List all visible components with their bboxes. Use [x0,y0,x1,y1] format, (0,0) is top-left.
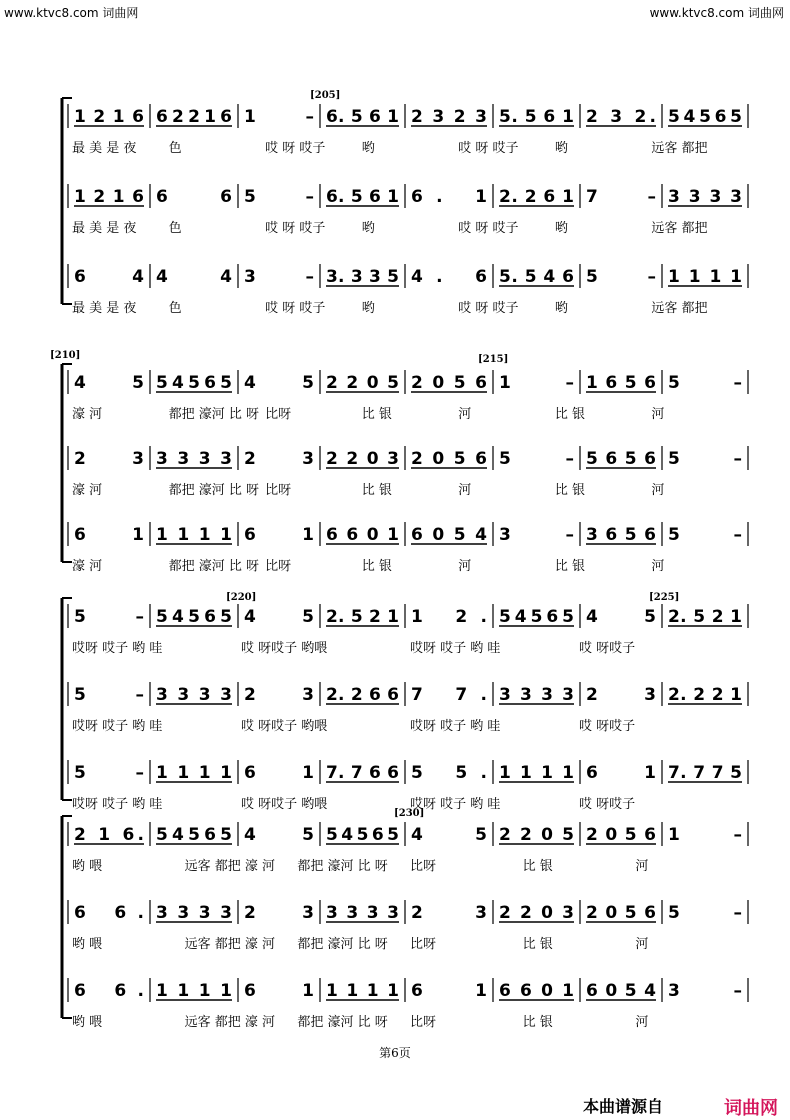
lyric: 河 [458,407,472,422]
note-group: 1 1 1 1 [156,763,232,783]
note-group: 2 3 2. [586,107,656,127]
note-group: 6 0 5 4 [586,981,656,1001]
note-group: 4 5 [586,607,656,627]
note-group: 6 0 5 4 [411,525,487,545]
note-group: 3 3 3 3 [156,903,232,923]
note-group: 6 1 [244,981,314,1001]
note-group: 1 6 5 6 [586,373,656,393]
lyric: 哎 呀 哎子 [265,221,326,236]
note-group: 7 7. [411,685,487,705]
lyric: 远客 都把 濠 河 [184,1015,276,1030]
note-group: 2 3 [411,903,487,923]
lyric: 最 美 是 夜 [72,301,137,316]
note-group: 2 0 5 6 [411,449,487,469]
lyric: 哟 [361,141,375,156]
note-group: 3 3 3 3 [499,685,574,705]
note-group: 1 2 1 6 [74,187,144,207]
note-group: 5 – [244,187,314,207]
lyric: 都把 濠河 比 呀 [297,859,388,874]
lyric: 比 银 [361,559,392,574]
lyric: 比 银 [554,559,585,574]
lyric: 比呀 [265,559,292,574]
lyric: 哟 喂 [72,859,103,874]
note-group: 2 0 5 6 [586,903,656,923]
lyric: 比呀 [265,407,292,422]
note-group: 1 1 1 1 [156,525,232,545]
note-group: 5 4 5 6 5 [499,607,574,627]
lyric: 哎呀 哎子 哟 哇 [410,641,501,656]
note-group: 4 5 [74,373,144,393]
note-group: 5 – [668,903,742,923]
note-group: 6. 5 6 1 [326,107,399,127]
note-group: 5 – [668,449,742,469]
lyric: 哎呀 哎子 哟 哇 [410,719,501,734]
measure-mark-210: [210] [50,350,81,361]
note-group: 2 2 0 3 [326,449,399,469]
lyric: 比呀 [410,937,437,952]
note-group: 2. 2 6 1 [499,187,574,207]
note-group: 2. 2 6 6 [326,685,399,705]
note-group: 6 4 [74,267,144,287]
lyric: 比 银 [361,483,392,498]
note-group: 3 3 3 3 [668,187,742,207]
lyric: 哟 喂 [72,937,103,952]
lyric: 濠 河 [72,559,103,574]
measure-mark-215: [215] [478,354,509,365]
lyric: 哎 呀哎子 哟喂 [241,719,328,734]
page-number: 第6页 [379,1046,411,1060]
note-group: 4 5 [244,607,314,627]
lyric: 哎呀 哎子 哟 哇 [72,641,163,656]
note-group: 3 – [244,267,314,287]
header-left: www.ktvc8.com 词曲网 [4,6,139,20]
note-group: 6. 1 [411,187,487,207]
note-group: 4 5 [411,825,487,845]
note-group: 3 3 3 3 [326,903,399,923]
lyric: 濠 河 [72,407,103,422]
lyric: 色 [168,221,182,236]
lyric: 河 [651,483,665,498]
note-group: 2 2 0 3 [499,903,574,923]
note-group: 4 4 [156,267,232,287]
lyric: 色 [168,141,182,156]
footer-source-text: 本曲谱源自 [583,1097,664,1116]
note-group: 6 6 [156,187,232,207]
note-group: 1 – [499,373,574,393]
header-right: www.ktvc8.com 词曲网 [649,6,784,20]
lyric: 色 [168,301,182,316]
lyric: 哎 呀 哎子 [458,141,519,156]
lyric: 河 [651,559,665,574]
lyric: 河 [635,859,649,874]
lyric: 哎 呀 哎子 [458,221,519,236]
note-group: 1 1 1 1 [156,981,232,1001]
note-group: 2 0 5 6 [586,825,656,845]
lyric: 濠 河 [72,483,103,498]
lyric: 哎 呀 哎子 [458,301,519,316]
lyric: 河 [458,483,472,498]
note-group: 5 4 5 6 5 [668,107,742,127]
note-group: 5 4 5 6 5 [156,607,232,627]
lyric: 远客 都把 濠 河 [184,937,276,952]
lyric: 最 美 是 夜 [72,141,137,156]
lyric: 哎 呀哎子 哟喂 [241,797,328,812]
note-group: 6 6 0 1 [499,981,574,1001]
lyric: 哎呀 哎子 哟 哇 [72,719,163,734]
note-group: 2. 5 2 1 [326,607,399,627]
note-group: 6 1 [244,525,314,545]
note-group: 2 3 [244,449,314,469]
note-group: 5 6 5 6 [586,449,656,469]
note-group: 5. 5 4 6 [499,267,574,287]
lyric: 远客 都把 [651,221,708,236]
note-group: 4 5 [244,373,314,393]
note-group: 4 5 [244,825,314,845]
note-group: 7. 7 7 5 [668,763,742,783]
lyric: 比 银 [554,483,585,498]
measure-mark-220: [220] [226,592,257,603]
note-group: 3. 3 3 5 [326,267,399,287]
lyric: 比 银 [522,1015,553,1030]
lyric: 比呀 [410,1015,437,1030]
footer-logo: 词曲网 [724,1098,778,1119]
lyric: 河 [635,1015,649,1030]
lyric: 都把 濠河 比 呀 [297,1015,388,1030]
lyric: 哎 呀哎子 [579,719,636,734]
note-group: 3 3 3 3 [156,449,232,469]
note-group: 1 1 1 1 [499,763,574,783]
lyric: 哟 [554,221,568,236]
note-group: 6 1 [586,763,656,783]
note-group: 5 5. [411,763,487,783]
lyric: 哎 呀 哎子 [265,141,326,156]
note-group: 5. 5 6 1 [499,107,574,127]
lyric: 都把 濠河 比 呀 [168,483,259,498]
note-group: 2 2 0 5 [499,825,574,845]
lyric: 哎 呀哎子 哟喂 [241,641,328,656]
note-group: 5 – [668,525,742,545]
lyric: 远客 都把 濠 河 [184,859,276,874]
note-group: 2 3 [244,685,314,705]
note-group: 6 6. [74,981,144,1001]
lyric: 哎 呀哎子 [579,797,636,812]
lyric: 河 [651,407,665,422]
lyric: 哟 [361,301,375,316]
note-group: 2 3 [74,449,144,469]
note-group: 2 1 6. [74,825,144,845]
note-group: 6 6. [74,903,144,923]
note-group: 6. 5 6 1 [326,187,399,207]
note-group: 1 2 1 6 [74,107,144,127]
note-group: 1 – [244,107,314,127]
lyric: 比 银 [554,407,585,422]
lyric: 哟 喂 [72,1015,103,1030]
measure-mark-205: [205] [310,90,341,101]
lyric: 河 [458,559,472,574]
note-group: 7. 7 6 6 [326,763,399,783]
note-group: 1 – [668,825,742,845]
lyric: 哎 呀哎子 [579,641,636,656]
measure-mark-225: [225] [649,592,680,603]
note-group: 5 – [668,373,742,393]
lyric: 比呀 [265,483,292,498]
note-group: 5 4 5 6 5 [156,825,232,845]
note-group: 2 3 2 3 [411,107,487,127]
note-group: 4. 6 [411,267,487,287]
lyric: 最 美 是 夜 [72,221,137,236]
measure-mark-230: [230] [394,808,425,819]
note-group: 2 2 0 5 [326,373,399,393]
note-group: 3 – [668,981,742,1001]
lyric: 都把 濠河 比 呀 [297,937,388,952]
note-group: 5 – [499,449,574,469]
lyric: 哎呀 哎子 哟 哇 [410,797,501,812]
note-group: 2. 2 2 1 [668,685,742,705]
lyric: 哎 呀 哎子 [265,301,326,316]
lyric: 比呀 [410,859,437,874]
note-group: 5 4 5 6 5 [326,825,399,845]
note-group: 1 1 1 1 [668,267,742,287]
note-group: 5 – [74,607,144,627]
note-group: 6 1 [411,981,487,1001]
note-group: 5 – [74,763,144,783]
lyric: 都把 濠河 比 呀 [168,559,259,574]
lyric: 哟 [554,141,568,156]
lyric: 比 银 [522,937,553,952]
lyric: 哟 [361,221,375,236]
note-group: 2 3 [586,685,656,705]
lyric: 都把 濠河 比 呀 [168,407,259,422]
note-group: 3 6 5 6 [586,525,656,545]
lyric: 比 银 [361,407,392,422]
lyric: 河 [635,937,649,952]
note-group: 6 6 0 1 [326,525,399,545]
note-group: 2 0 5 6 [411,373,487,393]
note-group: 6 2 2 1 6 [156,107,232,127]
note-group: 1 1 1 1 [326,981,399,1001]
lyric: 比 银 [522,859,553,874]
note-group: 7 – [586,187,656,207]
lyric: 远客 都把 [651,141,708,156]
note-group: 3 3 3 3 [156,685,232,705]
lyric: 哎呀 哎子 哟 哇 [72,797,163,812]
note-group: 3 – [499,525,574,545]
note-group: 2 3 [244,903,314,923]
note-group: 1 2. [411,607,487,627]
lyric: 哟 [554,301,568,316]
note-group: 2. 5 2 1 [668,607,742,627]
note-group: 6 1 [74,525,144,545]
note-group: 5 – [586,267,656,287]
note-group: 5 4 5 6 5 [156,373,232,393]
note-group: 6 1 [244,763,314,783]
lyric: 远客 都把 [651,301,708,316]
note-group: 5 – [74,685,144,705]
